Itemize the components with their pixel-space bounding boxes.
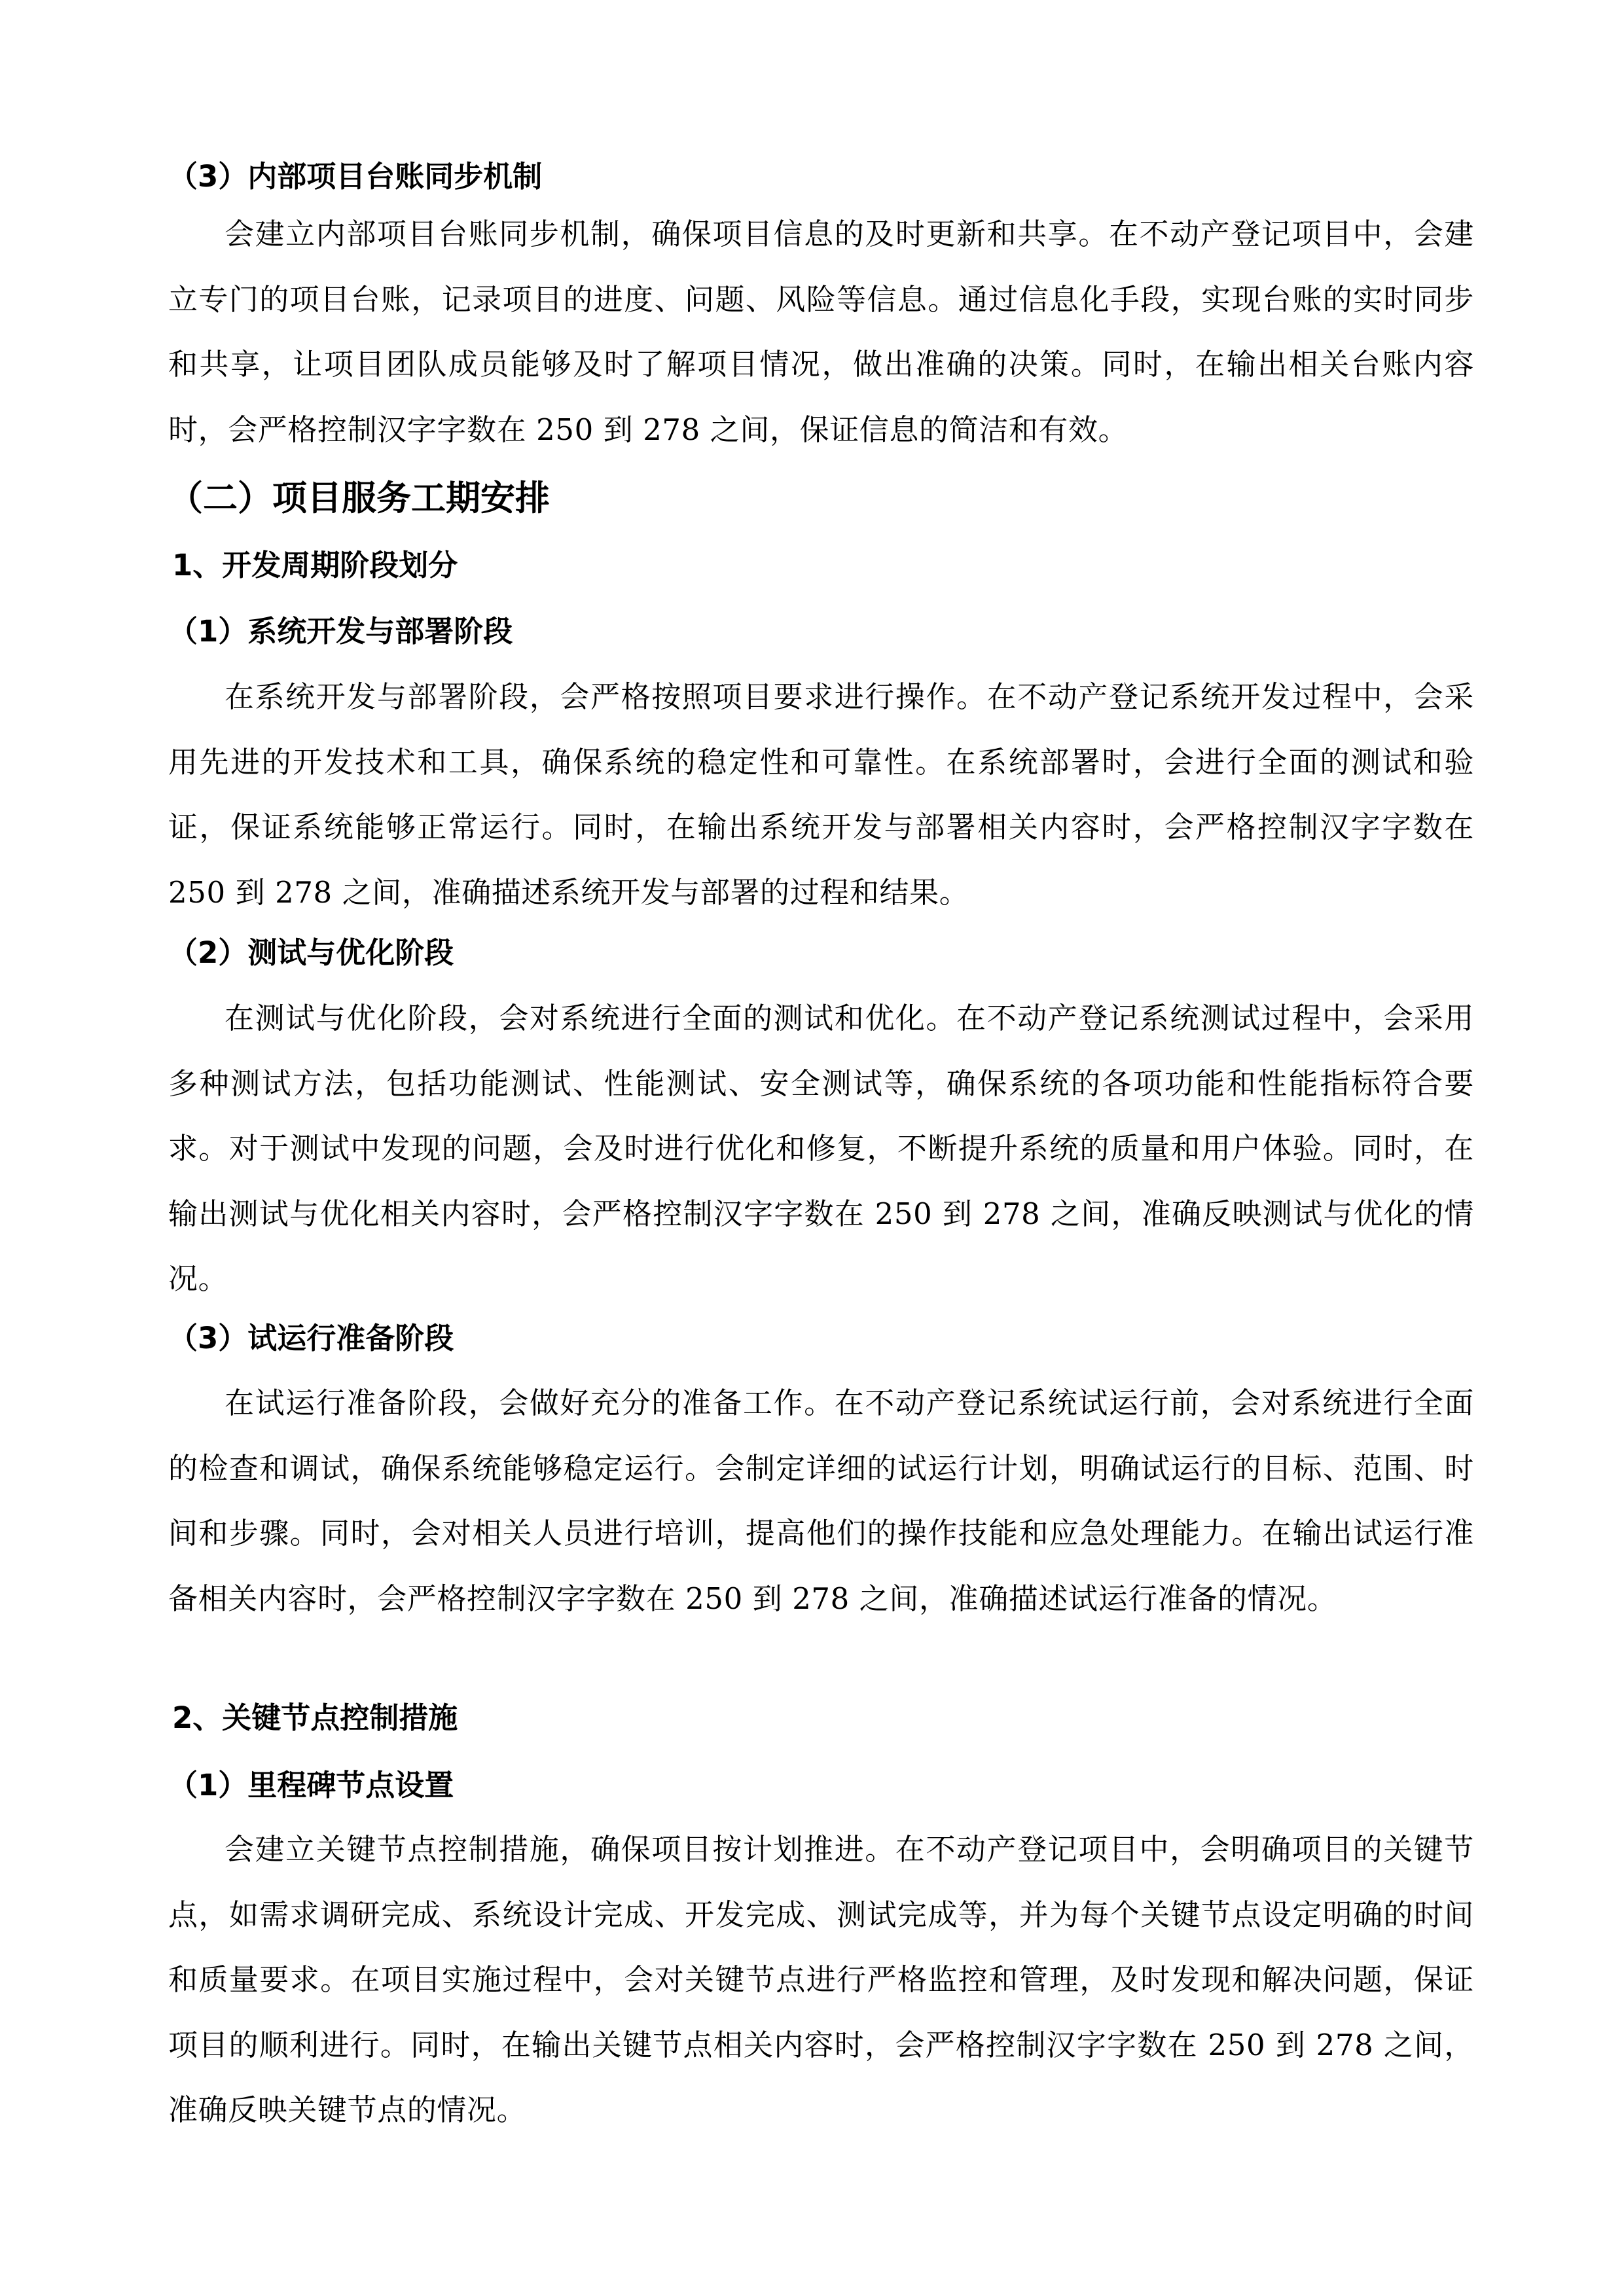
subsection-heading-trial-prep: （3）试运行准备阶段 bbox=[168, 1321, 454, 1355]
heading-key-node-control: 2、关键节点控制措施 bbox=[172, 1700, 458, 1735]
subsection-heading-ledger-sync: （3）内部项目台账同步机制 bbox=[168, 159, 543, 194]
paragraph-test-optimize: 在测试与优化阶段，会对系统进行全面的测试和优化。在不动产登记系统测试过程中，会采用多种测试方法，包括功能测试、性能测试、安全测试等，确保系统的各项功能和性能指标符合要求。对于测试中发现的问题，会及时进行优化和修复，不断提升系统的质量和用户体验。同时，在输出测试与优化相关内容时，会严格控制汉字字数在 250 到 278 之间，准确反映测试与优化的情况。 bbox=[168, 1001, 1474, 1297]
section-heading-schedule: （二）项目服务工期安排 bbox=[168, 478, 550, 518]
paragraph-ledger-sync: 会建立内部项目台账同步机制，确保项目信息的及时更新和共享。在不动产登记项目中，会建立专门的项目台账，记录项目的进度、问题、风险等信息。通过信息化手段，实现台账的实时同步和共享，让项目团队成员能够及时了解项目情况，做出准确的决策。同时，在输出相关台账内容时，会严格控制汉字字数在 250 到 278 之间，保证信息的简洁和有效。 bbox=[168, 217, 1474, 447]
paragraph-dev-deploy: 在系统开发与部署阶段，会严格按照项目要求进行操作。在不动产登记系统开发过程中，会采用先进的开发技术和工具，确保系统的稳定性和可靠性。在系统部署时，会进行全面的测试和验证，保证系统能够正常运行。同时，在输出系统开发与部署相关内容时，会严格控制汉字字数在 250 到 278 之间，准确描述系统开发与部署的过程和结果。 bbox=[168, 679, 1474, 910]
paragraph-trial-prep: 在试运行准备阶段，会做好充分的准备工作。在不动产登记系统试运行前，会对系统进行全面的检查和调试，确保系统能够稳定运行。会制定详细的试运行计划，明确试运行的目标、范围、时间和步骤。同时，会对相关人员进行培训，提高他们的操作技能和应急处理能力。在输出试运行准备相关内容时，会严格控制汉字字数在 250 到 278 之间，准确描述试运行准备的情况。 bbox=[168, 1386, 1474, 1616]
heading-dev-cycle-phases: 1、开发周期阶段划分 bbox=[172, 548, 458, 583]
subsection-heading-milestones: （1）里程碑节点设置 bbox=[168, 1768, 454, 1803]
paragraph-milestones: 会建立关键节点控制措施，确保项目按计划推进。在不动产登记项目中，会明确项目的关键节点，如需求调研完成、系统设计完成、开发完成、测试完成等，并为每个关键节点设定明确的时间和质量要求。在项目实施过程中，会对关键节点进行严格监控和管理，及时发现和解决问题，保证项目的顺利进行。同时，在输出关键节点相关内容时，会严格控制汉字字数在 250 到 278 之间，准确反映关键节点的情况。 bbox=[168, 1832, 1474, 2128]
subsection-heading-test-optimize: （2）测试与优化阶段 bbox=[168, 935, 454, 970]
subsection-heading-dev-deploy: （1）系统开发与部署阶段 bbox=[168, 614, 513, 649]
